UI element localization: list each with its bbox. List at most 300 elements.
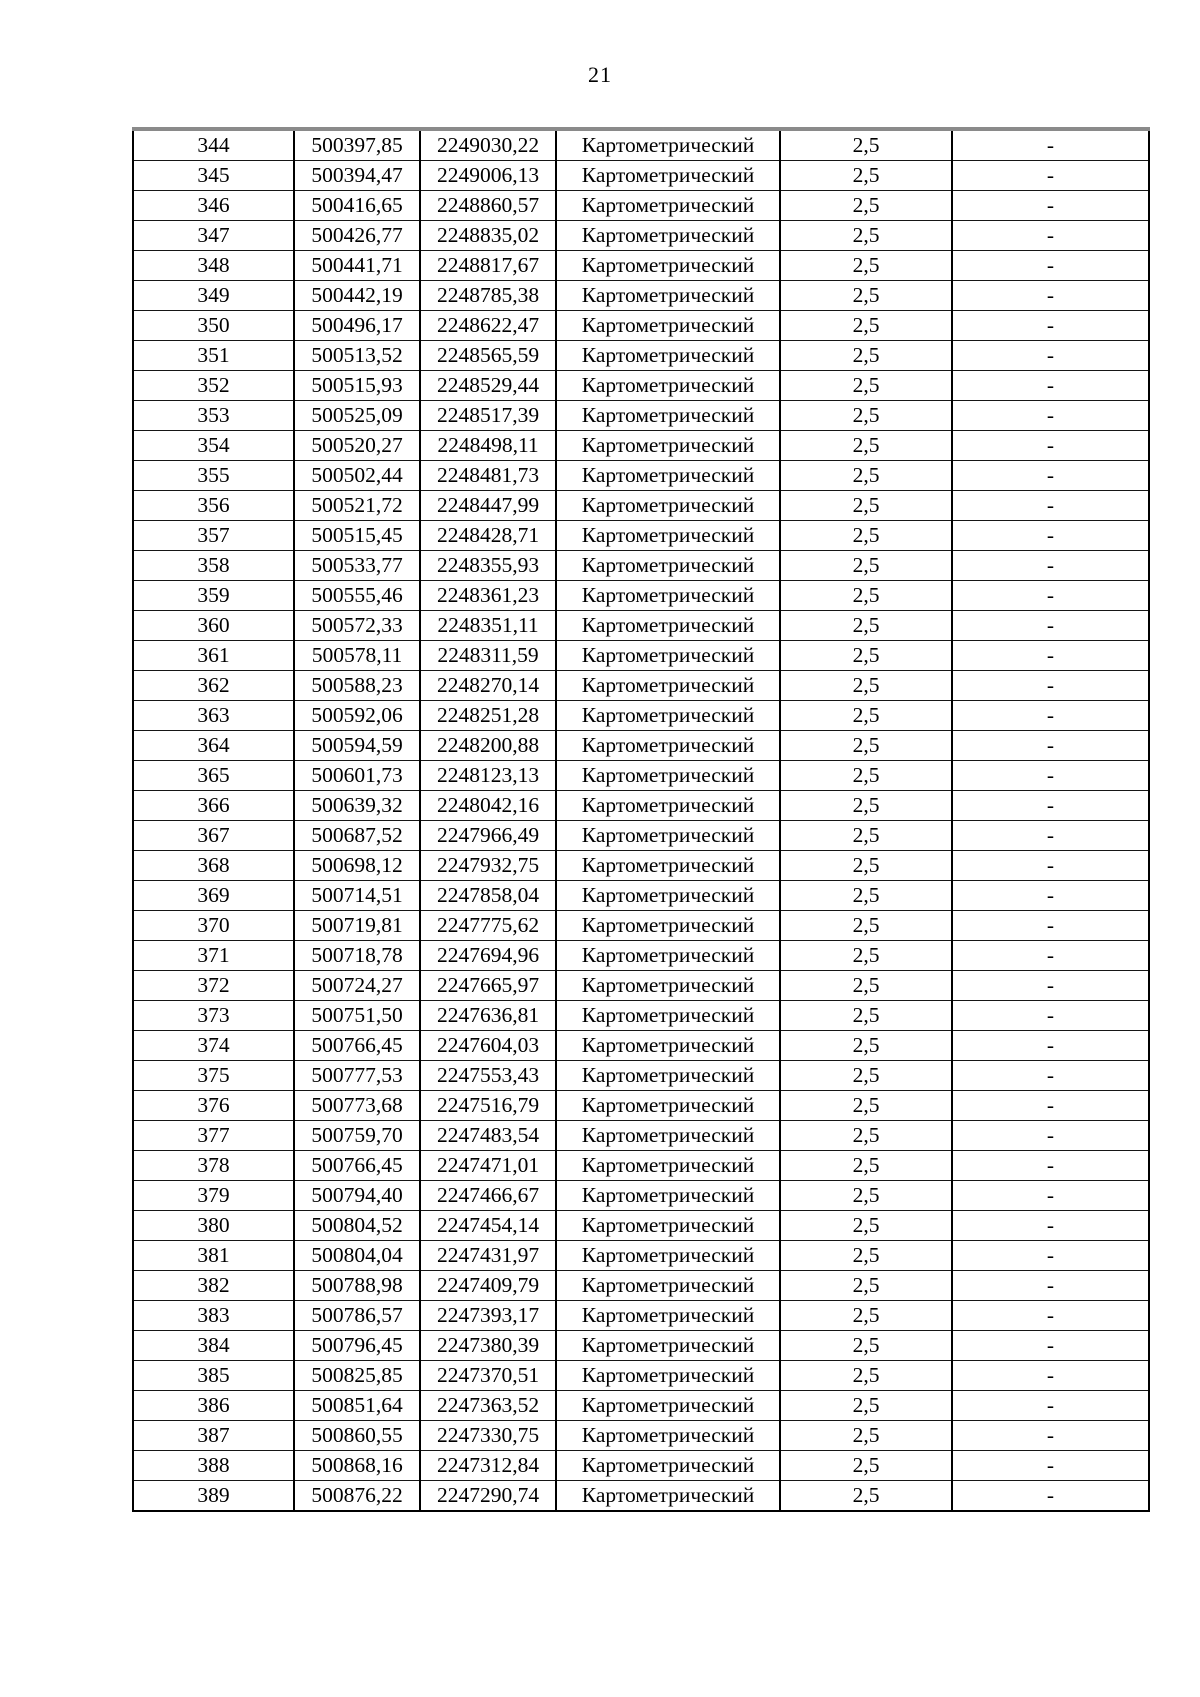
cell-point-number: 369 [133, 881, 294, 911]
cell-note: - [952, 371, 1149, 401]
cell-note: - [952, 1121, 1149, 1151]
cell-x-coordinate: 500714,51 [294, 881, 420, 911]
cell-accuracy: 2,5 [780, 821, 952, 851]
cell-accuracy: 2,5 [780, 851, 952, 881]
table-row [133, 821, 1149, 851]
cell-y-coordinate: 2248123,13 [420, 761, 556, 791]
cell-method: Картометрический [556, 431, 780, 461]
cell-note: - [952, 821, 1149, 851]
table-row [133, 1331, 1149, 1361]
cell-accuracy: 2,5 [780, 1121, 952, 1151]
cell-x-coordinate: 500759,70 [294, 1121, 420, 1151]
cell-point-number: 389 [133, 1481, 294, 1512]
cell-y-coordinate: 2248860,57 [420, 191, 556, 221]
cell-method: Картометрический [556, 941, 780, 971]
cell-accuracy: 2,5 [780, 1331, 952, 1361]
cell-accuracy: 2,5 [780, 1361, 952, 1391]
cell-method: Картометрический [556, 1391, 780, 1421]
cell-point-number: 356 [133, 491, 294, 521]
cell-method: Картометрический [556, 191, 780, 221]
cell-method: Картометрический [556, 1421, 780, 1451]
cell-method: Картометрический [556, 1061, 780, 1091]
cell-note: - [952, 1361, 1149, 1391]
cell-note: - [952, 881, 1149, 911]
cell-x-coordinate: 500525,09 [294, 401, 420, 431]
cell-y-coordinate: 2247454,14 [420, 1211, 556, 1241]
cell-accuracy: 2,5 [780, 1151, 952, 1181]
cell-x-coordinate: 500515,93 [294, 371, 420, 401]
cell-y-coordinate: 2248785,38 [420, 281, 556, 311]
table-row [133, 1151, 1149, 1181]
cell-note: - [952, 431, 1149, 461]
table-row [133, 311, 1149, 341]
cell-accuracy: 2,5 [780, 941, 952, 971]
cell-method: Картометрический [556, 1271, 780, 1301]
cell-accuracy: 2,5 [780, 461, 952, 491]
cell-accuracy: 2,5 [780, 671, 952, 701]
table-row [133, 161, 1149, 191]
cell-method: Картометрический [556, 1031, 780, 1061]
cell-x-coordinate: 500441,71 [294, 251, 420, 281]
cell-point-number: 365 [133, 761, 294, 791]
cell-x-coordinate: 500773,68 [294, 1091, 420, 1121]
table-row [133, 1211, 1149, 1241]
cell-note: - [952, 401, 1149, 431]
cell-method: Картометрический [556, 1181, 780, 1211]
cell-x-coordinate: 500687,52 [294, 821, 420, 851]
cell-x-coordinate: 500719,81 [294, 911, 420, 941]
cell-x-coordinate: 500766,45 [294, 1031, 420, 1061]
table-row [133, 1031, 1149, 1061]
cell-point-number: 381 [133, 1241, 294, 1271]
cell-point-number: 377 [133, 1121, 294, 1151]
cell-method: Картометрический [556, 521, 780, 551]
cell-note: - [952, 611, 1149, 641]
cell-note: - [952, 1481, 1149, 1512]
cell-accuracy: 2,5 [780, 521, 952, 551]
cell-x-coordinate: 500786,57 [294, 1301, 420, 1331]
cell-accuracy: 2,5 [780, 1301, 952, 1331]
cell-note: - [952, 1211, 1149, 1241]
table-row [133, 671, 1149, 701]
cell-x-coordinate: 500578,11 [294, 641, 420, 671]
cell-x-coordinate: 500825,85 [294, 1361, 420, 1391]
table-row [133, 431, 1149, 461]
cell-note: - [952, 1151, 1149, 1181]
table-row [133, 641, 1149, 671]
cell-note: - [952, 851, 1149, 881]
cell-x-coordinate: 500426,77 [294, 221, 420, 251]
cell-accuracy: 2,5 [780, 1031, 952, 1061]
cell-note: - [952, 1181, 1149, 1211]
cell-accuracy: 2,5 [780, 731, 952, 761]
cell-y-coordinate: 2248311,59 [420, 641, 556, 671]
cell-method: Картометрический [556, 461, 780, 491]
cell-method: Картометрический [556, 221, 780, 251]
cell-method: Картометрический [556, 641, 780, 671]
cell-y-coordinate: 2247393,17 [420, 1301, 556, 1331]
cell-x-coordinate: 500804,04 [294, 1241, 420, 1271]
cell-note: - [952, 731, 1149, 761]
cell-accuracy: 2,5 [780, 1211, 952, 1241]
cell-y-coordinate: 2248565,59 [420, 341, 556, 371]
table-row [133, 1361, 1149, 1391]
cell-y-coordinate: 2248361,23 [420, 581, 556, 611]
table-row [133, 911, 1149, 941]
cell-y-coordinate: 2247483,54 [420, 1121, 556, 1151]
cell-accuracy: 2,5 [780, 251, 952, 281]
cell-note: - [952, 581, 1149, 611]
cell-note: - [952, 221, 1149, 251]
cell-note: - [952, 341, 1149, 371]
cell-accuracy: 2,5 [780, 491, 952, 521]
cell-x-coordinate: 500794,40 [294, 1181, 420, 1211]
cell-accuracy: 2,5 [780, 1181, 952, 1211]
table-row [133, 1451, 1149, 1481]
cell-note: - [952, 911, 1149, 941]
cell-accuracy: 2,5 [780, 1421, 952, 1451]
cell-accuracy: 2,5 [780, 1271, 952, 1301]
table-row [133, 371, 1149, 401]
cell-point-number: 357 [133, 521, 294, 551]
cell-point-number: 354 [133, 431, 294, 461]
cell-note: - [952, 761, 1149, 791]
cell-point-number: 385 [133, 1361, 294, 1391]
cell-note: - [952, 1241, 1149, 1271]
cell-x-coordinate: 500804,52 [294, 1211, 420, 1241]
cell-x-coordinate: 500796,45 [294, 1331, 420, 1361]
table-row [133, 461, 1149, 491]
cell-point-number: 366 [133, 791, 294, 821]
cell-y-coordinate: 2247370,51 [420, 1361, 556, 1391]
cell-note: - [952, 1061, 1149, 1091]
cell-point-number: 350 [133, 311, 294, 341]
cell-method: Картометрический [556, 1481, 780, 1512]
cell-method: Картометрический [556, 1121, 780, 1151]
table-row [133, 1241, 1149, 1271]
cell-x-coordinate: 500698,12 [294, 851, 420, 881]
cell-note: - [952, 1421, 1149, 1451]
table-row [133, 221, 1149, 251]
cell-y-coordinate: 2248428,71 [420, 521, 556, 551]
table-row [133, 701, 1149, 731]
cell-point-number: 374 [133, 1031, 294, 1061]
cell-method: Картометрический [556, 1091, 780, 1121]
cell-point-number: 380 [133, 1211, 294, 1241]
cell-note: - [952, 521, 1149, 551]
cell-y-coordinate: 2247665,97 [420, 971, 556, 1001]
cell-note: - [952, 1391, 1149, 1421]
cell-y-coordinate: 2248517,39 [420, 401, 556, 431]
table-row [133, 281, 1149, 311]
cell-accuracy: 2,5 [780, 161, 952, 191]
table-row [133, 491, 1149, 521]
table-row [133, 881, 1149, 911]
cell-x-coordinate: 500724,27 [294, 971, 420, 1001]
cell-method: Картометрический [556, 281, 780, 311]
cell-y-coordinate: 2247604,03 [420, 1031, 556, 1061]
table-row [133, 611, 1149, 641]
cell-y-coordinate: 2247409,79 [420, 1271, 556, 1301]
cell-point-number: 386 [133, 1391, 294, 1421]
table-row [133, 401, 1149, 431]
cell-accuracy: 2,5 [780, 281, 952, 311]
cell-y-coordinate: 2247636,81 [420, 1001, 556, 1031]
cell-point-number: 363 [133, 701, 294, 731]
cell-method: Картометрический [556, 551, 780, 581]
cell-x-coordinate: 500502,44 [294, 461, 420, 491]
cell-x-coordinate: 500594,59 [294, 731, 420, 761]
cell-method: Картометрический [556, 1301, 780, 1331]
cell-note: - [952, 971, 1149, 1001]
cell-x-coordinate: 500416,65 [294, 191, 420, 221]
cell-point-number: 353 [133, 401, 294, 431]
table-row [133, 1481, 1149, 1512]
cell-x-coordinate: 500515,45 [294, 521, 420, 551]
cell-point-number: 375 [133, 1061, 294, 1091]
table-row [133, 791, 1149, 821]
cell-point-number: 364 [133, 731, 294, 761]
cell-point-number: 358 [133, 551, 294, 581]
cell-y-coordinate: 2247312,84 [420, 1451, 556, 1481]
cell-method: Картометрический [556, 311, 780, 341]
table-row [133, 251, 1149, 281]
cell-point-number: 347 [133, 221, 294, 251]
cell-point-number: 379 [133, 1181, 294, 1211]
cell-point-number: 362 [133, 671, 294, 701]
cell-accuracy: 2,5 [780, 1091, 952, 1121]
cell-y-coordinate: 2247966,49 [420, 821, 556, 851]
cell-x-coordinate: 500851,64 [294, 1391, 420, 1421]
cell-method: Картометрический [556, 1241, 780, 1271]
cell-note: - [952, 1451, 1149, 1481]
cell-accuracy: 2,5 [780, 611, 952, 641]
cell-accuracy: 2,5 [780, 311, 952, 341]
cell-note: - [952, 1271, 1149, 1301]
coordinates-table [132, 127, 1150, 1512]
cell-point-number: 372 [133, 971, 294, 1001]
cell-point-number: 359 [133, 581, 294, 611]
cell-y-coordinate: 2247694,96 [420, 941, 556, 971]
cell-y-coordinate: 2247775,62 [420, 911, 556, 941]
cell-point-number: 384 [133, 1331, 294, 1361]
cell-method: Картометрический [556, 611, 780, 641]
cell-method: Картометрический [556, 401, 780, 431]
cell-method: Картометрический [556, 701, 780, 731]
cell-note: - [952, 551, 1149, 581]
table-row [133, 851, 1149, 881]
cell-x-coordinate: 500521,72 [294, 491, 420, 521]
cell-method: Картометрический [556, 731, 780, 761]
cell-point-number: 373 [133, 1001, 294, 1031]
cell-accuracy: 2,5 [780, 1241, 952, 1271]
cell-x-coordinate: 500555,46 [294, 581, 420, 611]
cell-accuracy: 2,5 [780, 701, 952, 731]
cell-point-number: 371 [133, 941, 294, 971]
cell-note: - [952, 161, 1149, 191]
cell-y-coordinate: 2248622,47 [420, 311, 556, 341]
table-row [133, 941, 1149, 971]
table-row [133, 551, 1149, 581]
table-row [133, 521, 1149, 551]
cell-point-number: 376 [133, 1091, 294, 1121]
cell-y-coordinate: 2247932,75 [420, 851, 556, 881]
cell-x-coordinate: 500533,77 [294, 551, 420, 581]
cell-x-coordinate: 500777,53 [294, 1061, 420, 1091]
cell-x-coordinate: 500751,50 [294, 1001, 420, 1031]
cell-x-coordinate: 500766,45 [294, 1151, 420, 1181]
table-row [133, 191, 1149, 221]
cell-y-coordinate: 2248355,93 [420, 551, 556, 581]
cell-accuracy: 2,5 [780, 401, 952, 431]
cell-y-coordinate: 2247290,74 [420, 1481, 556, 1512]
cell-x-coordinate: 500513,52 [294, 341, 420, 371]
cell-y-coordinate: 2248251,28 [420, 701, 556, 731]
cell-x-coordinate: 500588,23 [294, 671, 420, 701]
cell-x-coordinate: 500442,19 [294, 281, 420, 311]
cell-note: - [952, 1031, 1149, 1061]
table-row [133, 1091, 1149, 1121]
cell-method: Картометрический [556, 161, 780, 191]
cell-accuracy: 2,5 [780, 641, 952, 671]
cell-x-coordinate: 500868,16 [294, 1451, 420, 1481]
coordinates-table-body [133, 129, 1149, 1511]
cell-y-coordinate: 2248200,88 [420, 731, 556, 761]
cell-method: Картометрический [556, 129, 780, 161]
table-row [133, 1121, 1149, 1151]
table-row [133, 581, 1149, 611]
cell-note: - [952, 701, 1149, 731]
cell-point-number: 388 [133, 1451, 294, 1481]
cell-method: Картометрический [556, 821, 780, 851]
cell-accuracy: 2,5 [780, 221, 952, 251]
cell-note: - [952, 281, 1149, 311]
cell-accuracy: 2,5 [780, 1001, 952, 1031]
cell-y-coordinate: 2247363,52 [420, 1391, 556, 1421]
cell-point-number: 346 [133, 191, 294, 221]
cell-accuracy: 2,5 [780, 191, 952, 221]
cell-y-coordinate: 2248498,11 [420, 431, 556, 461]
cell-point-number: 348 [133, 251, 294, 281]
cell-method: Картометрический [556, 1211, 780, 1241]
cell-x-coordinate: 500718,78 [294, 941, 420, 971]
cell-method: Картометрический [556, 1331, 780, 1361]
cell-method: Картометрический [556, 851, 780, 881]
cell-note: - [952, 941, 1149, 971]
cell-note: - [952, 641, 1149, 671]
cell-method: Картометрический [556, 491, 780, 521]
cell-method: Картометрический [556, 1001, 780, 1031]
cell-x-coordinate: 500601,73 [294, 761, 420, 791]
cell-method: Картометрический [556, 251, 780, 281]
cell-accuracy: 2,5 [780, 881, 952, 911]
table-row [133, 1301, 1149, 1331]
cell-x-coordinate: 500876,22 [294, 1481, 420, 1512]
cell-note: - [952, 191, 1149, 221]
cell-accuracy: 2,5 [780, 371, 952, 401]
cell-y-coordinate: 2247466,67 [420, 1181, 556, 1211]
cell-accuracy: 2,5 [780, 911, 952, 941]
cell-y-coordinate: 2248529,44 [420, 371, 556, 401]
cell-note: - [952, 129, 1149, 161]
page-number: 21 [588, 62, 612, 87]
table-row [133, 1061, 1149, 1091]
cell-method: Картометрический [556, 881, 780, 911]
cell-method: Картометрический [556, 1361, 780, 1391]
cell-y-coordinate: 2248817,67 [420, 251, 556, 281]
cell-y-coordinate: 2248042,16 [420, 791, 556, 821]
cell-y-coordinate: 2247471,01 [420, 1151, 556, 1181]
cell-note: - [952, 1001, 1149, 1031]
table-row [133, 1001, 1149, 1031]
cell-point-number: 361 [133, 641, 294, 671]
cell-method: Картометрический [556, 341, 780, 371]
table-row [133, 761, 1149, 791]
cell-x-coordinate: 500639,32 [294, 791, 420, 821]
cell-y-coordinate: 2248351,11 [420, 611, 556, 641]
cell-point-number: 368 [133, 851, 294, 881]
cell-y-coordinate: 2248270,14 [420, 671, 556, 701]
cell-note: - [952, 311, 1149, 341]
cell-note: - [952, 671, 1149, 701]
cell-y-coordinate: 2247380,39 [420, 1331, 556, 1361]
cell-method: Картометрический [556, 371, 780, 401]
cell-point-number: 355 [133, 461, 294, 491]
cell-y-coordinate: 2247431,97 [420, 1241, 556, 1271]
cell-accuracy: 2,5 [780, 1061, 952, 1091]
cell-y-coordinate: 2249030,22 [420, 129, 556, 161]
cell-method: Картометрический [556, 671, 780, 701]
cell-y-coordinate: 2247330,75 [420, 1421, 556, 1451]
cell-method: Картометрический [556, 971, 780, 1001]
cell-accuracy: 2,5 [780, 761, 952, 791]
cell-point-number: 349 [133, 281, 294, 311]
cell-point-number: 370 [133, 911, 294, 941]
cell-point-number: 344 [133, 129, 294, 161]
cell-note: - [952, 1091, 1149, 1121]
cell-x-coordinate: 500394,47 [294, 161, 420, 191]
cell-x-coordinate: 500496,17 [294, 311, 420, 341]
table-row [133, 1391, 1149, 1421]
cell-x-coordinate: 500572,33 [294, 611, 420, 641]
table-row [133, 971, 1149, 1001]
cell-y-coordinate: 2247516,79 [420, 1091, 556, 1121]
cell-y-coordinate: 2247858,04 [420, 881, 556, 911]
cell-y-coordinate: 2248447,99 [420, 491, 556, 521]
cell-method: Картометрический [556, 911, 780, 941]
cell-method: Картометрический [556, 761, 780, 791]
cell-method: Картометрический [556, 1151, 780, 1181]
table-row [133, 731, 1149, 761]
table-row [133, 129, 1149, 161]
cell-accuracy: 2,5 [780, 341, 952, 371]
cell-accuracy: 2,5 [780, 1391, 952, 1421]
cell-note: - [952, 1331, 1149, 1361]
cell-point-number: 378 [133, 1151, 294, 1181]
cell-point-number: 382 [133, 1271, 294, 1301]
cell-note: - [952, 251, 1149, 281]
table-row [133, 1271, 1149, 1301]
cell-accuracy: 2,5 [780, 1451, 952, 1481]
cell-x-coordinate: 500788,98 [294, 1271, 420, 1301]
cell-point-number: 360 [133, 611, 294, 641]
cell-note: - [952, 461, 1149, 491]
cell-y-coordinate: 2247553,43 [420, 1061, 556, 1091]
cell-note: - [952, 491, 1149, 521]
cell-note: - [952, 791, 1149, 821]
cell-x-coordinate: 500397,85 [294, 129, 420, 161]
cell-accuracy: 2,5 [780, 1481, 952, 1512]
